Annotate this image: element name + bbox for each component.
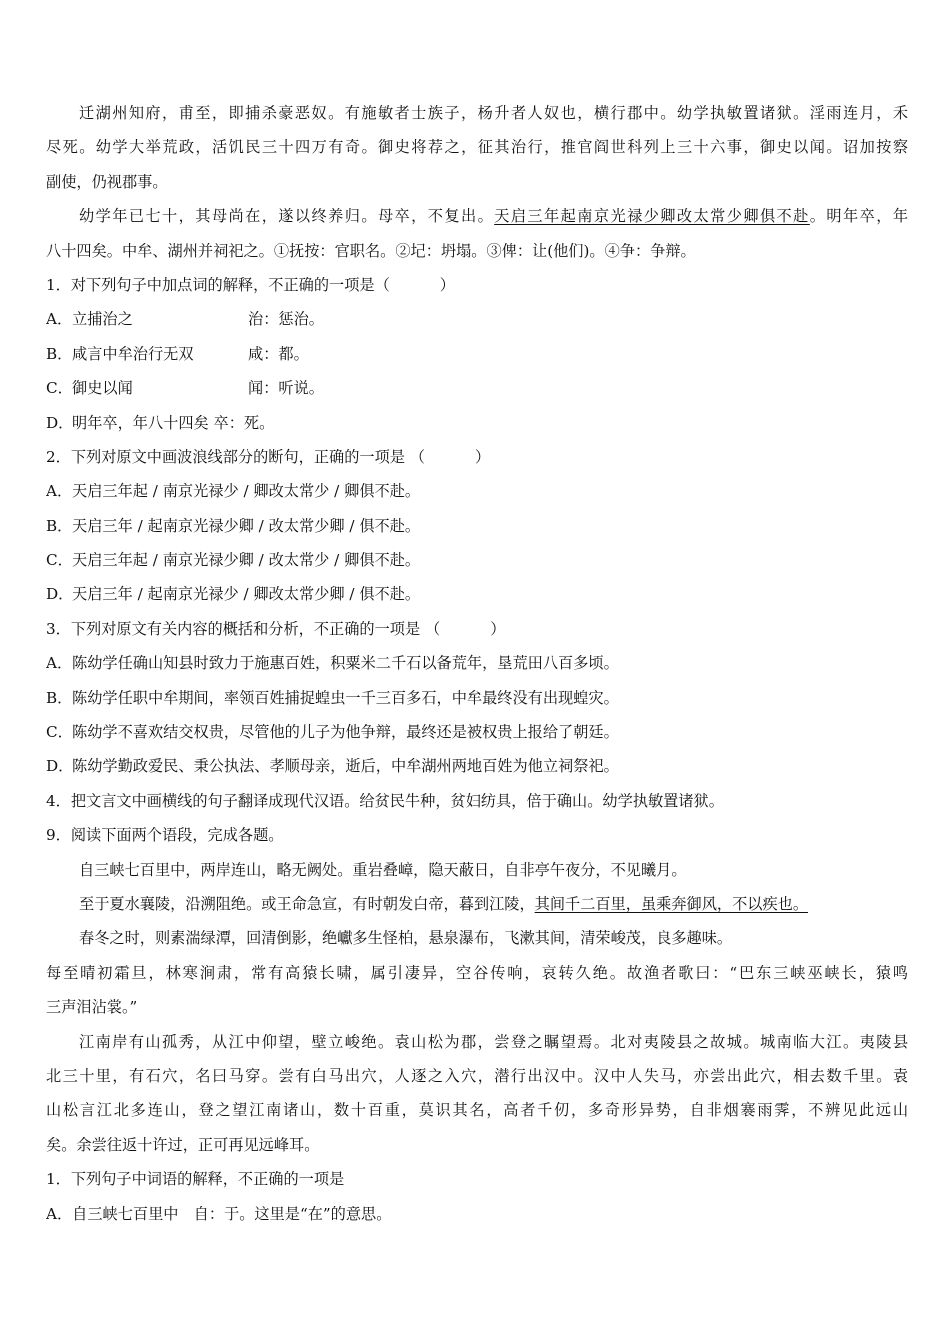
option-gloss: 卒：死。 (213, 413, 275, 432)
passage-line: 北三十里，有石穴，名曰马穿。尝有白马出穴，人逐之入穴，潜行出汉中。汉中人失马，亦尝出此穴，相去数千里。袁 (46, 1066, 908, 1085)
question-stem (46, 268, 908, 302)
passage-line: 迁湖州知府，甫至，即捕杀豪恶奴。有施敏者士族子，杨升者人奴也，横行郡中。幼学执敏置诸狱。淫雨连月，禾 (79, 104, 908, 122)
option-label: D． (46, 757, 74, 776)
passage-line: 山松言江北多连山，登之望江南诸山，数十百重，莫识其名，高者千仞，多奇形异势，自非烟褰雨霁，不辨见此远山 (46, 1101, 908, 1120)
passage-line: 春冬之时，则素湍绿潭，回清倒影，绝巘多生怪柏，悬泉瀑布，飞漱其间，清荣峻茂，良多趣味。 (79, 929, 733, 948)
option-text: 天启三年起 / 南京光禄少 / 卿改太常少 / 卿俱不赴。 (72, 482, 421, 501)
underlined-sentence: 其间千二百里，虽乘奔御风，不以疾也。 (534, 894, 808, 913)
passage-line: 江南岸有山孤秀，从江中仰望，壁立峻绝。袁山松为郡，尝登之瞩望焉。北对夷陵县之故城。城南临大江。夷陵县 (79, 1032, 908, 1051)
option-label: C． (46, 551, 73, 570)
option-b (46, 681, 908, 715)
option-gloss: 闻：听说。 (248, 379, 324, 398)
question-stem (46, 612, 908, 646)
option-label: B． (46, 516, 73, 535)
option-a (46, 474, 908, 508)
passage-line: 副使，仍视郡事。 (46, 172, 168, 191)
option-text: 天启三年 / 起南京光禄少卿 / 改太常少卿 / 俱不赴。 (72, 516, 421, 535)
option-label: C． (46, 379, 73, 398)
stem-text: 2．下列对原文中画波浪线部分的断句，正确的一项是 （ (46, 447, 425, 466)
option-gloss: 治：惩治。 (248, 310, 324, 329)
option-c (46, 371, 908, 405)
option-phrase: 立捕治之 (72, 310, 133, 329)
stem-end: ） (490, 619, 506, 638)
option-label: B． (46, 344, 73, 363)
passage-text: 幼学年已七十，其母尚在，遂以终养归。母卒，不复出。 (79, 207, 495, 226)
option-label: A． (46, 654, 73, 673)
question-9-heading: 9．阅读下面两个语段，完成各题。 (46, 826, 284, 845)
sub-question-stem: 1．下列句子中词语的解释，不正确的一项是 (46, 1170, 345, 1189)
passage-line: 八十四矣。中牟、湖州并祠祀之。①抚按：官职名。②圮：坍塌。③俾：让(他们)。④争：争辩。 (46, 241, 696, 260)
passage-line: 三声泪沾裳。” (46, 998, 138, 1017)
stem-end: ） (475, 447, 491, 466)
passage-line: 矣。余尝往返十许过，正可再见远峰耳。 (46, 1135, 320, 1154)
question-4: 4．把文言文中画横线的句子翻译成现代汉语。给贫民牛种，贫妇纺具，倍于确山。幼学执敏置诸狱。 (46, 791, 724, 810)
option-text: 天启三年起 / 南京光禄少卿 / 改太常少 / 卿俱不赴。 (72, 551, 421, 570)
underlined-sentence: 天启三年起南京光禄少卿改太常少卿俱不赴 (494, 207, 810, 226)
question-stem (46, 440, 908, 474)
option-text: 陈幼学不喜欢结交权贵，尽管他的儿子为他争辩，最终还是被权贵上报给了朝廷。 (72, 723, 619, 742)
option-label: A． (46, 482, 73, 501)
passage-line: 自三峡七百里中，两岸连山，略无阙处。重岩叠嶂，隐天蔽日，自非亭午夜分，不见曦月。 (79, 860, 687, 879)
passage-line: 尽死。幼学大举荒政，活饥民三十四万有奇。御史将荐之，征其治行，推官阎世科列上三十六事，御史以闻。诏加按察 (46, 138, 908, 157)
passage-text: 。明年卒，年 (809, 207, 908, 226)
passage-line: 每至晴初霜旦，林寒涧肃，常有高猿长啸，属引凄异，空谷传响，哀转久绝。故渔者歌曰：“巴东三峡巫峡长，猿鸣 (46, 963, 908, 982)
option-phrase: 明年卒，年八十四矣 (72, 413, 209, 432)
option-gloss: 咸：都。 (248, 344, 309, 363)
stem-text: 1．对下列句子中加点词的解释，不正确的一项是（ (46, 275, 390, 294)
option-phrase: 咸言中牟治行无双 (72, 344, 194, 363)
document-page (46, 96, 908, 1231)
option-text: 陈幼学任职中牟期间，率领百姓捕捉蝗虫一千三百多石，中牟最终没有出现蝗灾。 (72, 688, 619, 707)
option-label: A． (46, 310, 73, 329)
option-phrase: 御史以闻 (72, 379, 133, 398)
option-a (46, 646, 908, 680)
option-text: 陈幼学任确山知县时致力于施惠百姓，积粟米二千石以备荒年，垦荒田八百多顷。 (72, 654, 619, 673)
option-text: 陈幼学勤政爱民、秉公执法、孝顺母亲，逝后，中牟湖州两地百姓为他立祠祭祀。 (72, 757, 619, 776)
option-label: C． (46, 723, 73, 742)
option-c (46, 715, 908, 749)
sub-question-option-a: A．自三峡七百里中 自：于。这里是“在”的意思。 (46, 1204, 392, 1223)
option-label: D． (46, 585, 74, 604)
passage-line (46, 199, 908, 233)
option-text: 天启三年 / 起南京光禄少 / 卿改太常少卿 / 俱不赴。 (72, 585, 421, 604)
option-b (46, 509, 908, 543)
stem-text: 3．下列对原文有关内容的概括和分析，不正确的一项是 （ (46, 619, 441, 638)
option-a (46, 302, 908, 336)
option-c (46, 543, 908, 577)
stem-end: ） (439, 275, 455, 294)
option-b (46, 337, 908, 371)
option-label: D． (46, 413, 74, 432)
option-d (46, 577, 908, 611)
passage-line (46, 887, 908, 921)
option-d (46, 406, 908, 440)
option-d (46, 749, 908, 783)
passage-text: 至于夏水襄陵，沿溯阻绝。或王命急宣，有时朝发白帝，暮到江陵， (79, 894, 535, 913)
option-label: B． (46, 688, 73, 707)
